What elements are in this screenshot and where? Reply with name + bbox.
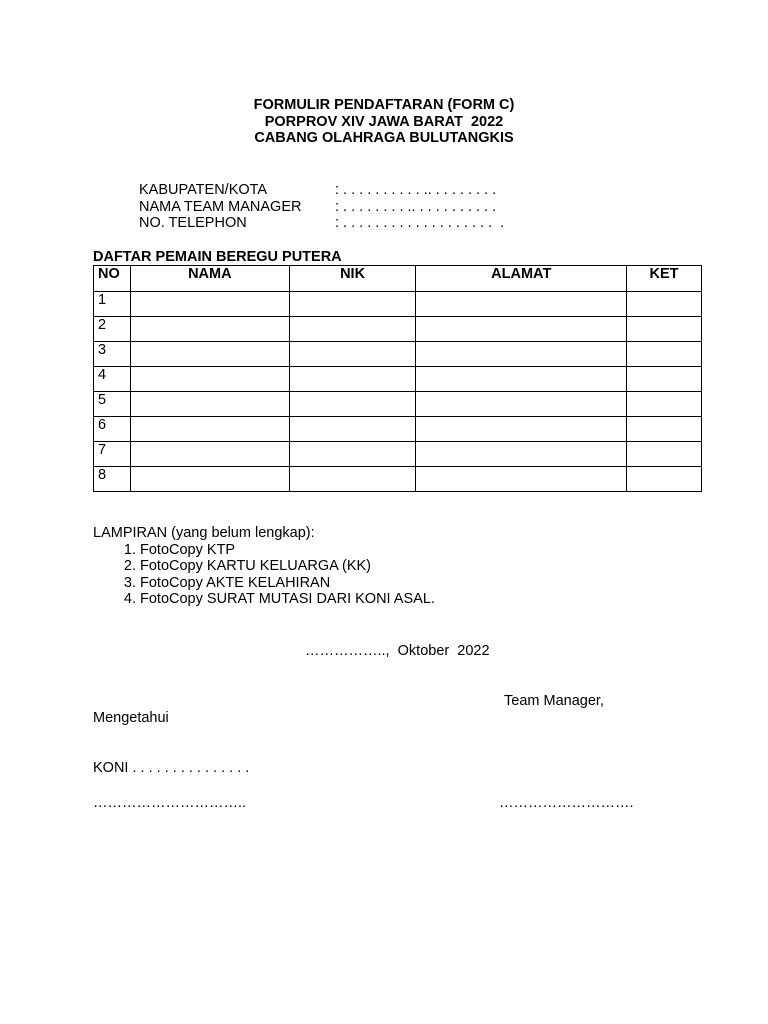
cell-alamat[interactable] [416,467,627,492]
team-info [139,182,504,232]
cell-nama[interactable] [130,367,289,392]
cell-nama[interactable] [130,442,289,467]
table-row [94,467,702,492]
cell-ket[interactable] [627,317,702,342]
table-row [94,442,702,467]
cell-nik[interactable] [289,467,416,492]
info-label: KABUPATEN/KOTA [139,182,268,198]
cell-nama[interactable] [130,392,289,417]
cell-nik[interactable] [289,342,416,367]
cell-nik[interactable] [289,417,416,442]
acknowledgement [93,677,249,793]
table-row [94,292,702,317]
cell-ket[interactable] [627,367,702,392]
list-item: 3. FotoCopy AKTE KELAHIRAN [140,575,435,592]
info-value: : . . . . . . . . . . .. . . . . . . . . [335,182,497,198]
header-nik: NIK [289,266,416,292]
title-line-1: FORMULIR PENDAFTARAN (FORM C) [253,97,515,113]
players-table [93,265,702,492]
team-manager-label: Team Manager, [504,693,604,709]
header-ket: KET [627,266,702,292]
koni-line: KONI . . . . . . . . . . . . . . . [93,759,250,776]
cell-alamat[interactable] [416,367,627,392]
cell-alamat[interactable] [416,342,627,367]
table-row [94,317,702,342]
cell-nik[interactable] [289,392,416,417]
header-alamat: ALAMAT [416,266,627,292]
info-value: : . . . . . . . . .. . . . . . . . . . . [335,198,497,215]
lampiran-heading: LAMPIRAN (yang belum lengkap): [93,525,315,541]
info-label: NAMA TEAM MANAGER [139,198,302,215]
info-row-team-manager [139,199,504,216]
signature-line-koni: ………………………….. [93,795,247,811]
section-title: DAFTAR PEMAIN BEREGU PUTERA [93,249,342,265]
cell-nama[interactable] [130,292,289,317]
cell-alamat[interactable] [416,442,627,467]
cell-ket[interactable] [627,342,702,367]
cell-nama[interactable] [130,467,289,492]
cell-alamat[interactable] [416,392,627,417]
cell-ket[interactable] [627,417,702,442]
row-number: 8 [94,467,131,492]
table-row [94,392,702,417]
header-no: NO [94,266,131,292]
cell-alamat[interactable] [416,292,627,317]
row-number: 4 [94,367,131,392]
list-item: 4. FotoCopy SURAT MUTASI DARI KONI ASAL. [140,591,435,608]
row-number: 1 [94,292,131,317]
title-line-2: PORPROV XIV JAWA BARAT 2022 [264,113,504,130]
lampiran-section [93,525,435,608]
row-number: 2 [94,317,131,342]
info-value: : . . . . . . . . . . . . . . . . . . . . [335,215,505,231]
signature-line-team-manager: ………………………. [499,795,634,811]
cell-nik[interactable] [289,442,416,467]
cell-ket[interactable] [627,392,702,417]
cell-ket[interactable] [627,467,702,492]
cell-ket[interactable] [627,292,702,317]
table-row [94,342,702,367]
cell-ket[interactable] [627,442,702,467]
cell-nama[interactable] [130,317,289,342]
mengetahui-label: Mengetahui [93,710,169,726]
row-number: 6 [94,417,131,442]
cell-alamat[interactable] [416,317,627,342]
table-row [94,367,702,392]
info-row-kabupaten [139,182,504,199]
row-number: 3 [94,342,131,367]
cell-nik[interactable] [289,367,416,392]
title-line-3: CABANG OLAHRAGA BULUTANGKIS [254,130,514,146]
table-row [94,417,702,442]
cell-nama[interactable] [130,417,289,442]
list-item: 2. FotoCopy KARTU KELUARGA (KK) [140,558,435,575]
lampiran-list [93,542,435,608]
cell-alamat[interactable] [416,417,627,442]
header-nama: NAMA [130,266,289,292]
row-number: 5 [94,392,131,417]
table-header-row [94,266,702,292]
info-label: NO. TELEPHON [139,215,247,231]
date-line: …………….., Oktober 2022 [305,643,490,659]
form-title [0,97,768,147]
cell-nik[interactable] [289,317,416,342]
cell-nama[interactable] [130,342,289,367]
row-number: 7 [94,442,131,467]
info-row-telephone [139,215,504,232]
list-item: 1. FotoCopy KTP [140,542,435,559]
cell-nik[interactable] [289,292,416,317]
